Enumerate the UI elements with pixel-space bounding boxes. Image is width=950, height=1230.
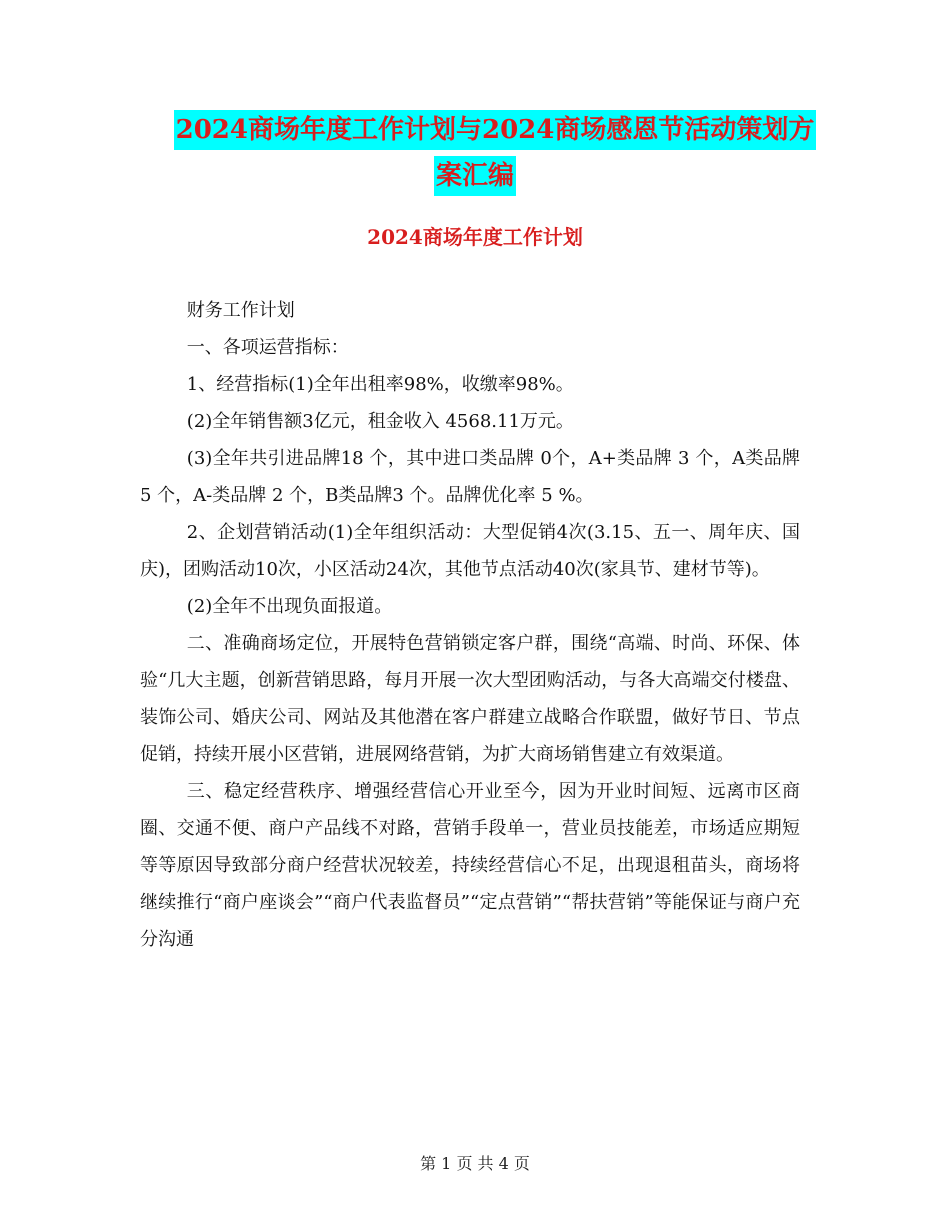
section-heading: 2024商场年度工作计划 [367, 225, 583, 249]
page-footer: 第 1 页 共 4 页 [420, 1154, 530, 1173]
paragraph: 二、准确商场定位，开展特色营销锁定客户群，围绕“高端、时尚、环保、体验“几大主题，创新营销思路，每月开展一次大型团购活动，与各大高端交付楼盘、装饰公司、婚庆公司、网站及其他潜在客户群建立战略合作联盟，做好节日、节点促销，持续开展小区营销，进展网络营销，为扩大商场销售建立有效渠道。 [140, 633, 800, 765]
document-title [0, 110, 950, 196]
paragraph: 2、企划营销活动(1)全年组织活动：大型促销4次(3.15、五一、周年庆、国庆)，团购活动10次，小区活动24次，其他节点活动40次(家具节、建材节等)。 [140, 522, 800, 580]
document-body [140, 292, 800, 958]
paragraph: (2)全年不出现负面报道。 [186, 596, 393, 617]
paragraph: 一、各项运营指标： [186, 337, 349, 358]
paragraph: 1、经营指标(1)全年出租率98%，收缴率98%。 [186, 374, 574, 395]
paragraph: (3)全年共引进品牌18 个，其中进口类品牌 0个，A+类品牌 3 个，A类品牌 5 个，A-类品牌 2 个，B类品牌3 个。品牌优化率 5 %。 [140, 448, 800, 506]
title-line-2: 案汇编 [434, 156, 516, 196]
paragraph: 三、稳定经营秩序、增强经营信心开业至今，因为开业时间短、远离市区商圈、交通不便、商户产品线不对路，营销手段单一，营业员技能差，市场适应期短等等原因导致部分商户经营状况较差，持续经营信心不足，出现退租苗头，商场将继续推行“商户座谈会”“商户代表监督员”“定点营销”“帮扶营销”等能保证与商户充分沟通 [140, 781, 800, 950]
paragraph: (2)全年销售额3亿元，租金收入 4568.11万元。 [186, 411, 574, 432]
title-line-1: 2024商场年度工作计划与2024商场感恩节活动策划方 [174, 110, 817, 150]
paragraph: 财务工作计划 [186, 300, 295, 321]
